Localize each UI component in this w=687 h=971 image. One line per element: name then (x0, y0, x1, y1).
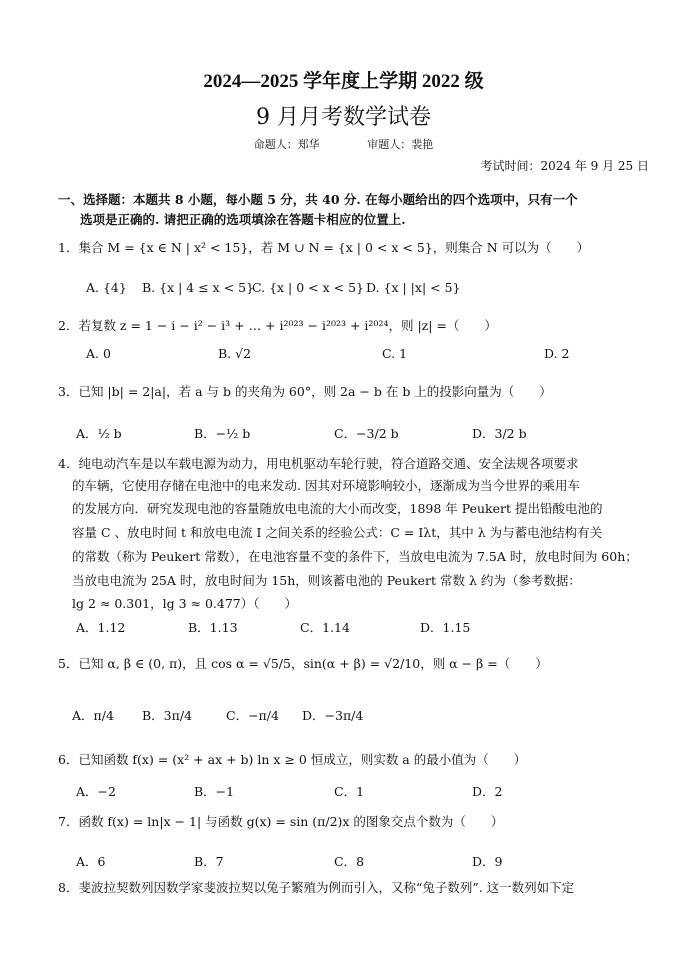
authors-line (0, 136, 687, 152)
option-d: D．2 (472, 784, 503, 799)
section-heading-2: 选项是正确的. 请把正确的选项填涂在答题卡相应的位置上. (80, 212, 406, 227)
option-b: B．−1 (194, 784, 235, 799)
question-2-options (76, 346, 666, 370)
question-4-line-5: 的常数（称为 Peukert 常数），在电池容量不变的条件下，当放电电流为 7.5A 时，放电时间为 60h； (72, 549, 638, 564)
option-a: A．−2 (76, 784, 116, 799)
option-b: B. √2 (218, 346, 252, 361)
option-c: C. {x | 0 < x < 5} (252, 280, 364, 295)
question-3-stem: 3．已知 |b| = 2|a|，若 a 与 b 的夹角为 60°，则 2a − b 在 b 上的投影向量为（ ） (58, 384, 552, 399)
exam-time: 考试时间：2024 年 9 月 25 日 (480, 159, 649, 173)
question-7-stem: 7．函数 f(x) = ln|x − 1| 与函数 g(x) = sin (π/2)x 的图象交点个数为（ ） (58, 814, 504, 829)
option-a: A．1.12 (76, 620, 126, 635)
title-year-grade: 2024—2025 学年度上学期 2022 级 (203, 71, 484, 92)
option-c: C．1.14 (300, 620, 350, 635)
question-6-stem: 6．已知函数 f(x) = (x² + ax + b) ln x ≥ 0 恒成立，则实数 a 的最小值为（ ） (58, 752, 527, 767)
option-d: D. 2 (544, 346, 570, 361)
option-d: D．1.15 (420, 620, 471, 635)
option-c: C. 1 (382, 346, 408, 361)
question-4-line-6: 当放电电流为 25A 时，放电时间为 15h，则该蓄电池的 Peukert 常数 λ 约为（参考数据： (72, 573, 581, 588)
question-4-line-1: 4．纯电动汽车是以车载电源为动力，用电机驱动车轮行驶，符合道路交通、安全法规各项要求 (58, 456, 579, 471)
option-a: A．π/4 (72, 708, 114, 723)
question-5-options (72, 706, 666, 730)
option-b: B．1.13 (188, 620, 238, 635)
question-7-options (76, 852, 666, 876)
option-c: C．8 (334, 854, 365, 869)
question-4-line-7: lg 2 ≈ 0.301，lg 3 ≈ 0.477）（ ） (72, 596, 298, 611)
option-c: C．−π/4 (226, 708, 279, 723)
setter: 命题人：郑华 (253, 138, 320, 151)
option-b: B. {x | 4 ≤ x < 5} (142, 280, 255, 295)
option-d: D．−3π/4 (302, 708, 364, 723)
reviewer: 审题人：裴艳 (367, 138, 434, 151)
question-1-stem: 1．集合 M = {x ∈ N | x² < 15}，若 M ∪ N = {x | 0 < x < 5}，则集合 N 可以为（ ） (58, 240, 590, 255)
question-8-stem: 8．斐波拉契数列因数学家斐波拉契以兔子繁殖为例而引入，又称“兔子数列”. 这一数列如下定 (58, 880, 575, 895)
option-a: A. 0 (86, 346, 111, 361)
option-c: C．1 (334, 784, 365, 799)
question-4-options (76, 618, 666, 642)
question-5-stem: 5．已知 α, β ∈ (0, π)，且 cos α = √5/5，sin(α + β) = √2/10，则 α − β =（ ） (58, 656, 548, 671)
option-a: A．6 (76, 854, 106, 869)
question-4-line-4: 容量 C 、放电时间 t 和放电电流 I 之间关系的经验公式：C = Iλt，其中 λ 为与蓄电池结构有关 (72, 525, 603, 540)
question-2-stem: 2．若复数 z = 1 − i − i² − i³ + … + i²⁰²³ − i²⁰²³ + i²⁰²⁴，则 |z| =（ ） (58, 318, 497, 333)
question-4-line-3: 的发展方向．研究发现电池的容量随放电电流的大小而改变，1898 年 Peukert 提出铅酸电池的 (72, 501, 603, 516)
option-d: D. {x | |x| < 5} (366, 280, 461, 295)
option-a: A. {4} (86, 280, 127, 295)
title-exam-name: 9 月月考数学试卷 (256, 105, 431, 130)
option-b: B．−½ b (194, 426, 251, 441)
section-heading-1: 一、选择题：本题共 8 小题，每小题 5 分，共 40 分. 在每小题给出的四个选项中，只有一个 (58, 192, 578, 207)
option-d: D．9 (472, 854, 503, 869)
option-b: B．3π/4 (142, 708, 193, 723)
question-3-options (76, 424, 666, 448)
option-d: D．3/2 b (472, 426, 527, 441)
option-b: B．7 (194, 854, 224, 869)
question-4-line-2: 的车辆，它使用存储在电池中的电来发动. 因其对环境影响较小，逐渐成为当今世界的乘用车 (72, 478, 580, 493)
option-a: A．½ b (76, 426, 122, 441)
question-1-options (76, 280, 666, 304)
option-c: C．−3/2 b (334, 426, 399, 441)
question-6-options (76, 782, 666, 806)
